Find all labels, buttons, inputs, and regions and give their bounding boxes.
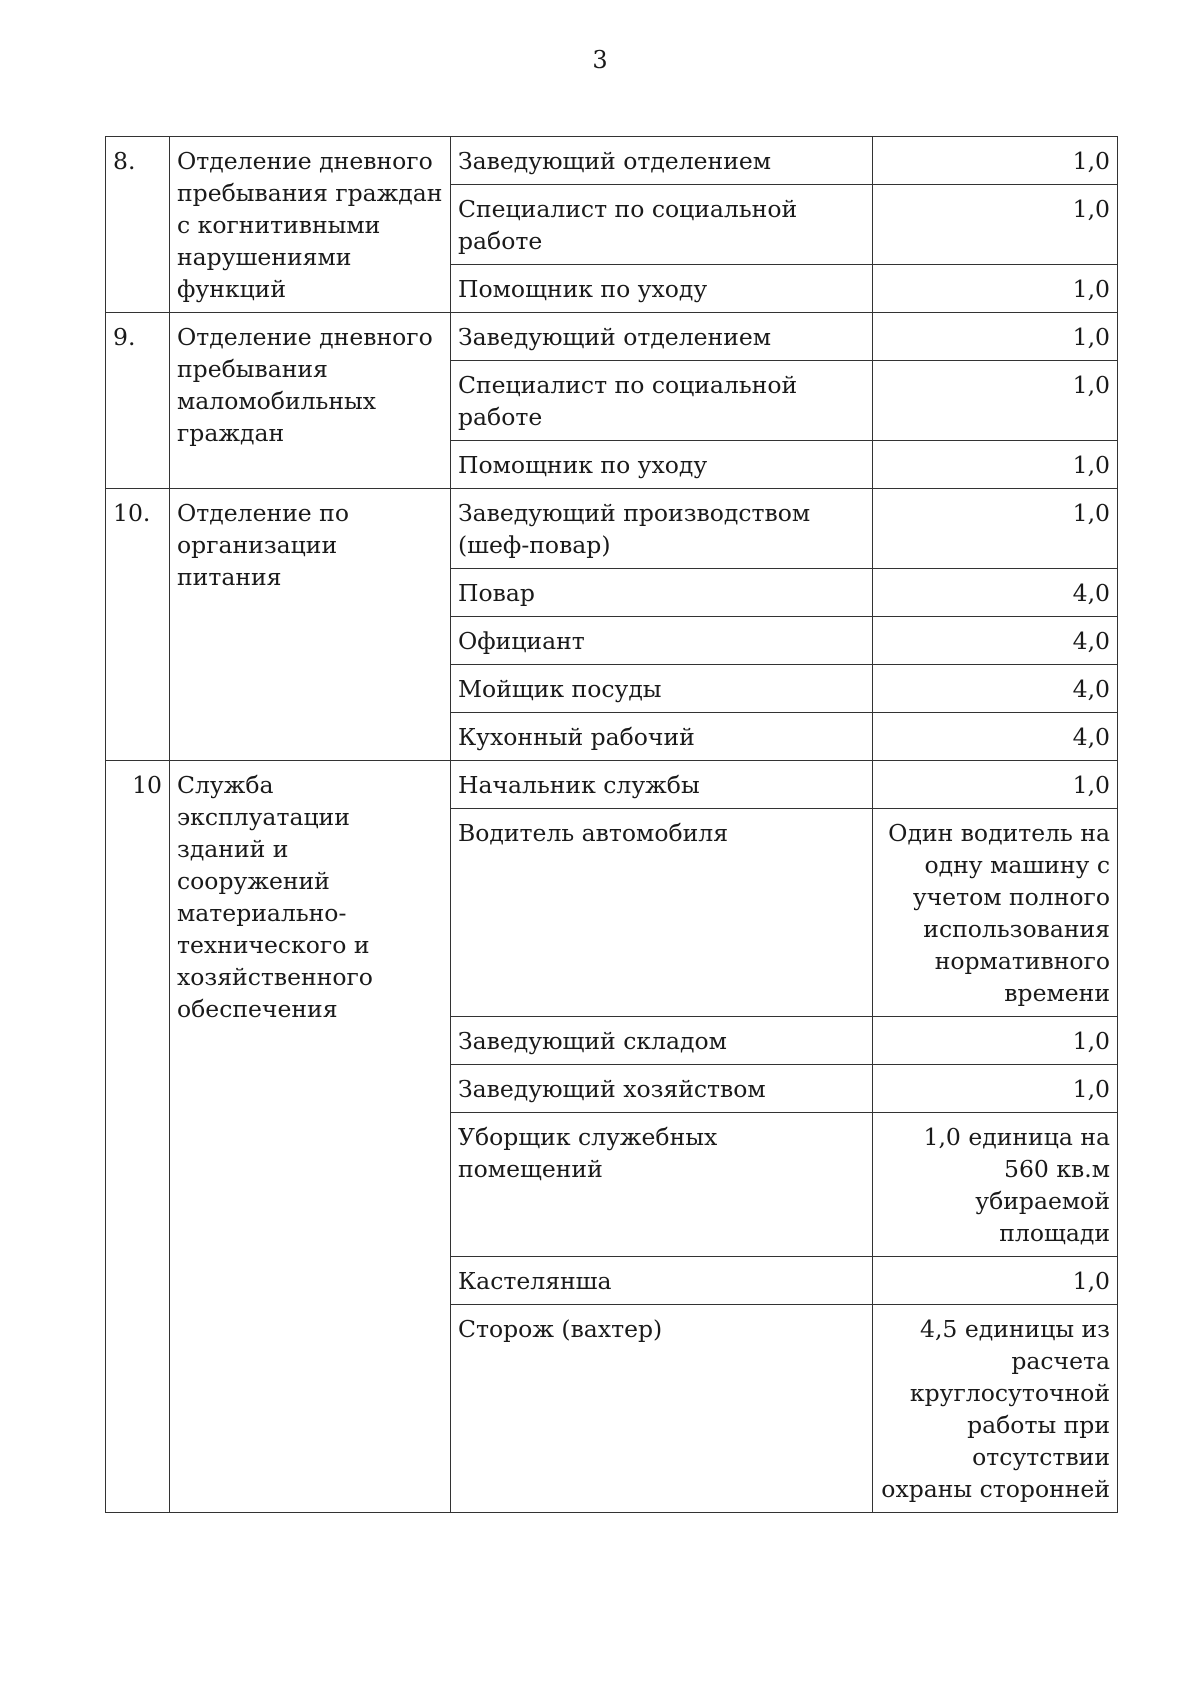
position-name: Уборщик служебных помещений — [451, 1113, 873, 1257]
position-value: 1,0 — [873, 1065, 1118, 1113]
position-value: 4,0 — [873, 713, 1118, 761]
table-row — [106, 489, 1118, 569]
section-number: 8. — [106, 137, 170, 313]
position-value: 1,0 — [873, 489, 1118, 569]
section-number: 10 — [106, 761, 170, 1513]
position-value: 1,0 — [873, 361, 1118, 441]
position-value: 4,0 — [873, 665, 1118, 713]
position-name: Заведующий складом — [451, 1017, 873, 1065]
department-name: Отделение дневного пребывания маломобильных граждан — [170, 313, 451, 489]
position-name: Повар — [451, 569, 873, 617]
position-value: 1,0 — [873, 313, 1118, 361]
table-row — [106, 313, 1118, 361]
position-name: Сторож (вахтер) — [451, 1305, 873, 1513]
position-value: Один водитель на одну машину с учетом полного использования нормативного времени — [873, 809, 1118, 1017]
position-name: Водитель автомобиля — [451, 809, 873, 1017]
position-name: Помощник по уходу — [451, 265, 873, 313]
position-value: 1,0 — [873, 1257, 1118, 1305]
table-row — [106, 761, 1118, 809]
position-value: 1,0 единица на 560 кв.м убираемой площади — [873, 1113, 1118, 1257]
table-row — [106, 137, 1118, 185]
position-name: Начальник службы — [451, 761, 873, 809]
position-name: Заведующий отделением — [451, 313, 873, 361]
position-name: Заведующий отделением — [451, 137, 873, 185]
position-value: 4,0 — [873, 569, 1118, 617]
section-number: 10. — [106, 489, 170, 761]
position-name: Заведующий производством (шеф-повар) — [451, 489, 873, 569]
position-value: 1,0 — [873, 1017, 1118, 1065]
position-name: Официант — [451, 617, 873, 665]
position-value: 1,0 — [873, 137, 1118, 185]
position-name: Заведующий хозяйством — [451, 1065, 873, 1113]
position-value: 1,0 — [873, 185, 1118, 265]
section-number: 9. — [106, 313, 170, 489]
department-name: Отделение по организации питания — [170, 489, 451, 761]
position-value: 4,5 единицы из расчета круглосуточной работы при отсутствии охраны сторонней — [873, 1305, 1118, 1513]
position-name: Помощник по уходу — [451, 441, 873, 489]
department-name: Служба эксплуатации зданий и сооружений материально-технического и хозяйственного обеспечения — [170, 761, 451, 1513]
position-name: Кухонный рабочий — [451, 713, 873, 761]
position-name: Мойщик посуды — [451, 665, 873, 713]
page-number: 3 — [592, 46, 608, 74]
position-value: 1,0 — [873, 441, 1118, 489]
position-value: 4,0 — [873, 617, 1118, 665]
position-name: Специалист по социальной работе — [451, 361, 873, 441]
department-name: Отделение дневного пребывания граждан с когнитивными нарушениями функций — [170, 137, 451, 313]
position-value: 1,0 — [873, 265, 1118, 313]
position-value: 1,0 — [873, 761, 1118, 809]
position-name: Кастелянша — [451, 1257, 873, 1305]
position-name: Специалист по социальной работе — [451, 185, 873, 265]
staffing-table — [105, 136, 1118, 1513]
